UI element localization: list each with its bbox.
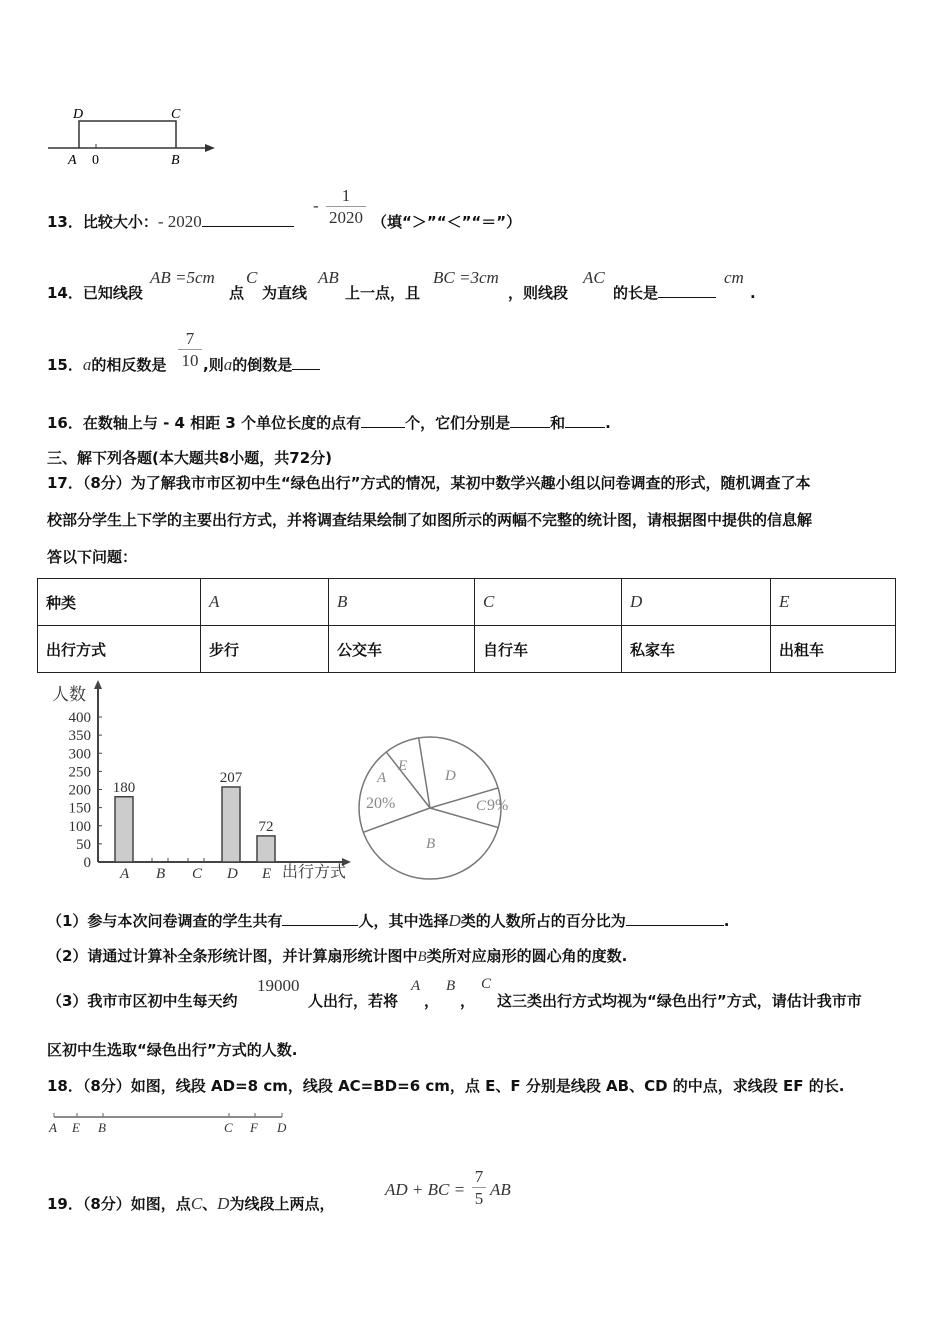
- text: （3）我市市区初中生每天约: [47, 992, 238, 1010]
- text: 人，其中选择: [358, 912, 449, 930]
- pie-boundary: [419, 738, 430, 808]
- table-cell: 公交车: [329, 626, 475, 673]
- table-cell: 自行车: [475, 626, 622, 673]
- label-zero: 0: [92, 153, 99, 168]
- travel-mode-table: [37, 578, 896, 673]
- text: ，: [424, 992, 440, 1010]
- numerator: 7: [472, 1167, 486, 1188]
- table-cell: E: [771, 579, 896, 626]
- q15-label: 15．: [47, 356, 83, 374]
- math-d: D: [448, 911, 461, 930]
- bar-chart: [0, 670, 360, 890]
- table-cell: 出租车: [771, 626, 896, 673]
- x-tick-label: E: [262, 866, 272, 882]
- text: 为线段上两点，: [229, 1195, 335, 1213]
- unit-cm: cm: [724, 268, 744, 287]
- math-bc: BC =3cm: [433, 268, 499, 287]
- math-19000: 19000: [257, 976, 300, 995]
- pie-slice-label-D: D: [445, 768, 456, 784]
- formula-lhs: AD + BC =: [385, 1180, 466, 1199]
- table-row: [38, 579, 896, 626]
- q17-part1: [47, 911, 729, 931]
- text: [613, 283, 716, 303]
- table-cell: A: [201, 579, 329, 626]
- math-c: C: [190, 1194, 203, 1213]
- math-c: C: [481, 976, 492, 992]
- label-b: B: [171, 153, 180, 168]
- bar-E: [257, 836, 275, 862]
- y-tick-label: 150: [68, 800, 91, 817]
- segment-figure: [40, 1108, 300, 1138]
- answer-blank[interactable]: [292, 369, 320, 370]
- text: ，则线段: [508, 284, 569, 302]
- table-row: [38, 626, 896, 673]
- number-line-rectangle-figure: [40, 100, 230, 170]
- pie-chart: [350, 730, 510, 890]
- math-a: a: [223, 355, 233, 374]
- data-label: 72: [258, 818, 274, 835]
- y-tick-label: 250: [68, 764, 91, 781]
- text: 上一点，且: [345, 284, 421, 302]
- text: 、: [202, 1195, 218, 1213]
- q13-hint: （填“＞”“＜”“＝”）: [372, 213, 522, 231]
- label-c: C: [171, 107, 181, 122]
- q17-part2: [47, 946, 627, 967]
- text: 的长是: [613, 284, 659, 302]
- text: 的倒数是: [232, 356, 293, 374]
- pie-slice-label-E: E: [398, 758, 408, 774]
- y-axis-label: 人数: [52, 685, 86, 704]
- y-tick-label: 300: [68, 746, 91, 763]
- pie-percent-c: 9%: [487, 797, 509, 814]
- table-cell: 步行: [201, 626, 329, 673]
- q17-line: 答以下问题：: [47, 548, 138, 566]
- q17-line: 校部分学生上下学的主要出行方式，并将调查结果绘制了如图所示的两幅不完整的统计图，请根据图中提供的信息解: [47, 511, 813, 529]
- y-axis-arrow: [94, 680, 102, 689]
- point-label-D: D: [277, 1120, 287, 1135]
- math-ab: AB =5cm: [150, 268, 215, 287]
- denominator: 10: [181, 351, 199, 370]
- text: （1）参与本次问卷调查的学生共有: [47, 912, 283, 930]
- text: 点: [229, 284, 245, 302]
- pie-slice-label-C: C: [476, 798, 487, 814]
- text: 19．（8分）如图，点: [47, 1195, 191, 1213]
- question-15-cont: [203, 355, 320, 375]
- q17-line: 17．（8分）为了解我市市区初中生“绿色出行”方式的情况，某初中数学兴趣小组以问卷调查的形式，随机调查了本: [47, 474, 811, 492]
- denominator: 2020: [329, 208, 363, 227]
- x-tick-label: D: [227, 866, 238, 882]
- point-label-E: E: [72, 1120, 80, 1135]
- text: .: [750, 284, 756, 302]
- text: ,则: [203, 356, 224, 374]
- text: 的相反数是: [91, 356, 167, 374]
- text: 人出行，若将: [308, 992, 399, 1010]
- data-label: 207: [219, 769, 243, 786]
- math-b: B: [417, 949, 427, 965]
- table-cell: D: [622, 579, 771, 626]
- math-a: a: [82, 355, 92, 374]
- text: 16．在数轴上与 - 4 相距 3 个单位长度的点有: [47, 414, 362, 432]
- table-cell: B: [329, 579, 475, 626]
- text: .: [605, 414, 611, 432]
- q13-neg: -: [313, 196, 319, 215]
- answer-blank[interactable]: [510, 427, 550, 428]
- math-ac: AC: [583, 268, 605, 287]
- formula-rhs: AB: [490, 1180, 511, 1199]
- math-a: A: [411, 978, 421, 994]
- label-d: D: [73, 107, 84, 122]
- pie-slice-label-A: A: [377, 770, 387, 786]
- q13-label: 13．比较大小：: [47, 213, 158, 231]
- table-cell: 私家车: [622, 626, 771, 673]
- point-label-C: C: [224, 1120, 233, 1135]
- y-tick-label: 0: [83, 855, 91, 871]
- y-tick-label: 400: [68, 710, 91, 726]
- point-label-A: A: [49, 1120, 57, 1135]
- point-label-B: B: [98, 1120, 106, 1135]
- table-cell: 出行方式: [38, 626, 201, 673]
- question-18: 18．（8分）如图，线段 AD=8 cm，线段 AC=BD=6 cm，点 E、F 分别是线段 AB、CD 的中点，求线段 EF 的长.: [47, 1077, 845, 1095]
- y-tick-label: 200: [68, 782, 91, 799]
- question-16: [47, 413, 611, 433]
- table-cell: 种类: [38, 579, 201, 626]
- text: ，: [460, 992, 476, 1010]
- text: 这三类出行方式均视为“绿色出行”方式，请估计我市市: [497, 992, 862, 1010]
- q14-label: 14．已知线段: [47, 284, 143, 302]
- label-a: A: [68, 153, 77, 168]
- denominator: 5: [474, 1189, 484, 1208]
- q13-left: - 2020: [157, 212, 202, 231]
- text: （2）请通过计算补全条形统计图，并计算扇形统计图中: [47, 947, 418, 965]
- answer-blank[interactable]: [626, 925, 724, 926]
- answer-blank[interactable]: [202, 226, 294, 227]
- y-tick-label: 350: [68, 728, 91, 745]
- numerator: 1: [326, 186, 366, 207]
- fraction: [472, 1167, 486, 1210]
- pie-percent-a: 20%: [366, 795, 396, 812]
- question-13: [47, 212, 294, 232]
- fraction: [178, 329, 202, 372]
- text: 类所对应扇形的圆心角的度数.: [426, 947, 628, 965]
- y-tick-label: 100: [68, 818, 91, 835]
- math-c: C: [246, 268, 258, 287]
- section-heading: 三、解下列各题(本大题共8小题，共72分): [47, 449, 333, 467]
- y-tick-label: 50: [76, 836, 91, 853]
- math-ab: AB: [318, 268, 339, 287]
- text: 类的人数所占的百分比为: [460, 912, 626, 930]
- bar-A: [115, 797, 133, 862]
- question-15: [47, 355, 166, 375]
- text: 为直线: [262, 284, 308, 302]
- x-tick-label: B: [156, 866, 166, 882]
- question-19: [47, 1194, 334, 1214]
- table-cell: C: [475, 579, 622, 626]
- answer-blank[interactable]: [565, 427, 605, 428]
- pie-slice-label-B: B: [426, 836, 436, 852]
- bar-D: [222, 787, 240, 862]
- x-tick-label: C: [192, 866, 203, 882]
- math-b: B: [446, 978, 456, 994]
- x-tick-label: A: [120, 866, 130, 882]
- x-axis-label: 出行方式: [282, 864, 347, 881]
- text: 个，它们分别是: [405, 414, 511, 432]
- answer-blank[interactable]: [361, 427, 405, 428]
- answer-blank[interactable]: [658, 297, 716, 298]
- math-d: D: [217, 1194, 230, 1213]
- text: 和: [550, 414, 566, 432]
- q17-part3-line2: 区初中生选取“绿色出行”方式的人数.: [47, 1041, 298, 1059]
- numerator: 7: [178, 329, 202, 350]
- answer-blank[interactable]: [282, 925, 358, 926]
- data-label: 180: [112, 779, 136, 796]
- point-label-F: F: [250, 1120, 258, 1135]
- fraction: [326, 186, 366, 229]
- text: .: [723, 912, 730, 930]
